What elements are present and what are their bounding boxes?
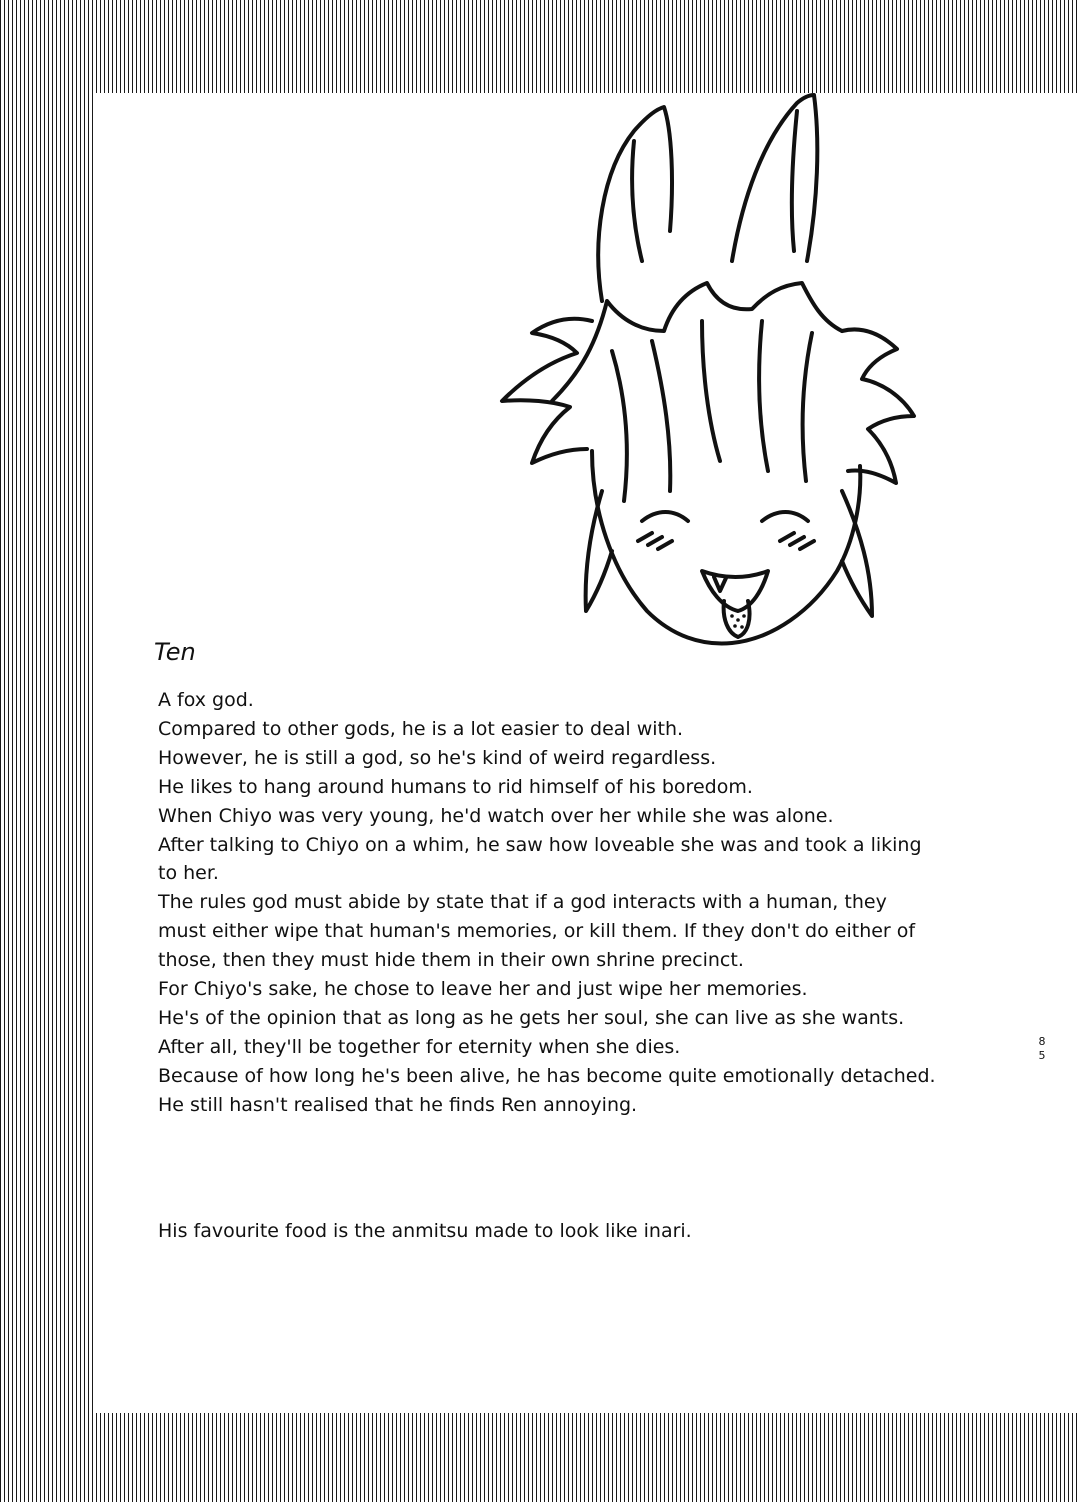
bio-line: He likes to hang around humans to rid himself of his boredom.	[158, 775, 753, 798]
bio-line: A fox god.	[158, 689, 254, 711]
bio-line: He still hasn't realised that he finds Ren annoying.	[158, 1093, 638, 1116]
bio-line: After talking to Chiyo on a whim, he saw how loveable she was and took a liking to her.	[158, 833, 928, 885]
bio-line: The rules god must abide by state that if a god interacts with a human, they must either wipe that human's memories, or kill them. If they don't do either of those, then they must hide them in their own shrine precinct.	[158, 891, 922, 972]
bio-line: Because of how long he's been alive, he has become quite emotionally detached.	[158, 1064, 936, 1087]
page-panel	[94, 93, 1080, 1413]
favourite-food: His favourite food is the anmitsu made to look like inari.	[158, 1220, 692, 1242]
bio-line: Compared to other gods, he is a lot easier to deal with.	[158, 717, 684, 740]
fox-god-head-illustration	[402, 71, 922, 651]
bio-line: However, he is still a god, so he's kind of weird regardless.	[158, 746, 717, 769]
bio-line: After all, they'll be together for eternity when she dies.	[158, 1035, 681, 1058]
page-number: 85	[1038, 1035, 1046, 1062]
bio-line: He's of the opinion that as long as he gets her soul, she can live as she wants.	[158, 1006, 905, 1029]
character-name: Ten	[154, 638, 196, 666]
bio-line: When Chiyo was very young, he'd watch over her while she was alone.	[158, 804, 834, 827]
bio-line: For Chiyo's sake, he chose to leave her and just wipe her memories.	[158, 978, 808, 1001]
character-bio	[158, 686, 938, 1120]
